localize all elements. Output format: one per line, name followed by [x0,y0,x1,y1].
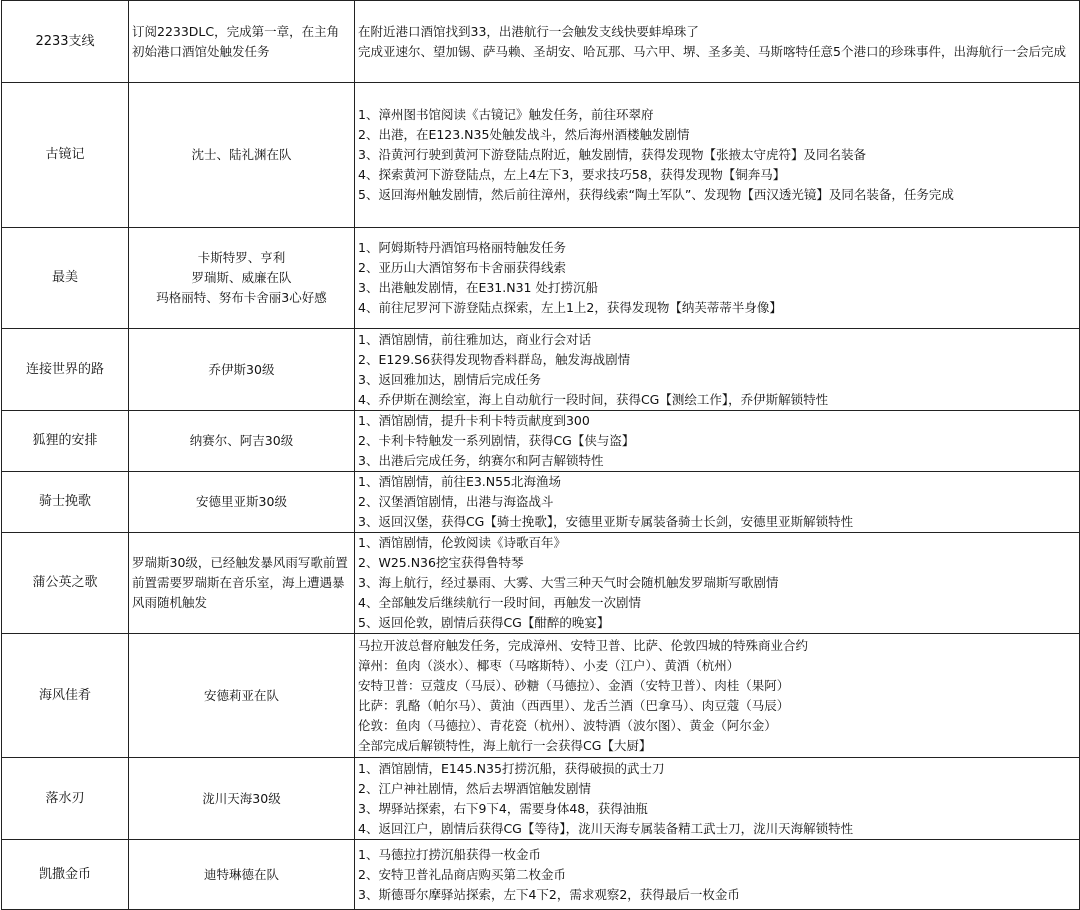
quest-steps-cell [355,634,1080,758]
step-line: 1、漳州图书馆阅读《古镜记》触发任务，前往环翠府 [358,107,654,122]
quest-name-cell: 凯撒金币 [2,840,129,910]
quest-name-cell: 2233支线 [2,1,129,83]
quest-row [2,840,1080,910]
step-line: 2、汉堡酒馆剧情，出港与海盗战斗 [358,494,554,509]
step-line: 马拉开波总督府触发任务，完成漳州、安特卫普、比萨、伦敦四城的特殊商业合约 [358,637,809,653]
quest-name-cell: 古镜记 [2,83,129,228]
trigger-condition-cell [129,840,355,910]
quest-steps-cell [355,533,1080,634]
step-line: 1、酒馆剧情，前往雅加达，商业行会对话 [358,331,591,347]
quest-name-cell: 骑士挽歌 [2,472,129,533]
quest-row [2,329,1080,411]
condition-line: 前置需要罗瑞斯在音乐室，海上遭遇暴风雨随机触发 [132,575,345,610]
trigger-condition-cell [129,83,355,228]
quest-steps-cell [355,472,1080,533]
step-line: 4、全部触发后继续航行一段时间，再触发一次剧情 [358,595,641,610]
step-line: 2、W25.N36挖宝获得鲁特琴 [358,555,524,570]
step-line: 4、返回江户，剧情后获得CG【等待】，泷川天海专属装备精工武士刀，泷川天海解锁特性 [358,820,854,836]
step-line: 3、堺驿站探索，右下9下4，需要身体48，获得油瓶 [358,800,648,816]
step-line: 2、安特卫普礼品商店购买第二枚金币 [358,866,566,882]
step-line: 4、探索黄河下游登陆点，左上4左下3，要求技巧58，获得发现物【铜奔马】 [358,167,786,182]
condition-line: 纳赛尔、阿吉30级 [189,433,294,448]
quest-row [2,1,1080,83]
trigger-condition-cell [129,228,355,329]
step-line: 3、海上航行，经过暴雨、大雾、大雪三种天气时会随机触发罗瑞斯写歌剧情 [358,575,779,590]
quest-steps-cell [355,1,1080,83]
trigger-condition-cell [129,758,355,840]
trigger-condition-cell [129,411,355,472]
condition-line: 订阅2233DLC，完成第一章，在主角初始港口酒馆处触发任务 [132,23,340,59]
condition-line: 泷川天海30级 [202,790,281,806]
quest-name-cell: 连接世界的路 [2,329,129,411]
quest-steps-cell [355,758,1080,840]
condition-line: 沈士、陆礼渊在队 [191,147,292,162]
step-line: 3、返回汉堡，获得CG【骑士挽歌】，安德里亚斯专属装备骑士长剑，安德里亚斯解锁特性 [358,514,854,529]
step-line: 4、乔伊斯在测绘室，海上自动航行一段时间，获得CG【测绘工作】，乔伊斯解锁特性 [358,391,829,407]
trigger-condition-cell [129,1,355,83]
step-line: 3、沿黄河行驶到黄河下游登陆点附近，触发剧情，获得发现物【张掖太守虎符】及同名装备 [358,147,866,162]
quest-table [1,0,1080,910]
step-line: 1、酒馆剧情，伦敦阅读《诗歌百年》 [358,535,566,550]
quest-table-body [2,1,1080,910]
quest-row [2,83,1080,228]
step-line: 3、返回雅加达，剧情后完成任务 [358,371,541,387]
condition-line: 乔伊斯30级 [208,361,275,377]
quest-name-cell: 狐狸的安排 [2,411,129,472]
trigger-condition-cell [129,533,355,634]
condition-line: 安德莉亚在队 [203,687,279,703]
step-line: 比萨：乳酪（帕尔马）、黄油（西西里）、龙舌兰酒（巴拿马）、肉豆蔻（马辰） [358,697,790,713]
quest-row [2,533,1080,634]
step-line: 2、江户神社剧情，然后去堺酒馆触发剧情 [358,780,591,796]
quest-steps-cell [355,840,1080,910]
quest-row [2,634,1080,758]
step-line: 3、出港触发剧情，在E31.N31 处打捞沉船 [358,280,598,295]
step-line: 2、出港，在E123.N35处触发战斗，然后海州酒楼触发剧情 [358,127,690,142]
quest-steps-cell [355,83,1080,228]
condition-line: 罗瑞斯30级，已经触发暴风雨写歌前置 [132,555,348,570]
condition-line: 卡斯特罗、亨利 [197,250,286,265]
step-line: 5、返回海州触发剧情，然后前往漳州，获得线索“陶土军队”、发现物【西汉透光镜】及同名装备，任务完成 [358,187,954,202]
step-line: 全部完成后解锁特性，海上航行一会获得CG【大厨】 [358,737,652,753]
condition-line: 安德里亚斯30级 [196,494,287,509]
step-line: 5、返回伦敦，剧情后获得CG【酣醉的晚宴】 [358,615,610,630]
step-line: 1、酒馆剧情，E145.N35打捞沉船，获得破损的武士刀 [358,760,665,776]
quest-name-cell: 蒲公英之歌 [2,533,129,634]
step-line: 4、前往尼罗河下游登陆点探索，左上1上2，获得发现物【纳芙蒂蒂半身像】 [358,300,782,315]
condition-line: 玛格丽特、努布卡舍丽3心好感 [156,290,327,305]
quest-row [2,472,1080,533]
quest-row [2,228,1080,329]
quest-steps-cell [355,411,1080,472]
step-line: 1、阿姆斯特丹酒馆玛格丽特触发任务 [358,240,566,255]
condition-line: 罗瑞斯、威廉在队 [191,270,292,285]
quest-name-cell: 海风佳肴 [2,634,129,758]
step-line: 伦敦：鱼肉（马德拉）、青花瓷（杭州）、波特酒（波尔图）、黄金（阿尔金） [358,717,777,733]
step-line: 安特卫普：豆蔻皮（马辰）、砂糖（马德拉）、金酒（安特卫普）、肉桂（果阿） [358,677,790,693]
condition-line: 迪特琳德在队 [203,866,279,882]
step-line: 2、亚历山大酒馆努布卡舍丽获得线索 [358,260,566,275]
quest-name-cell: 落水刃 [2,758,129,840]
step-line: 1、酒馆剧情，提升卡利卡特贡献度到300 [358,413,590,428]
step-line: 漳州：鱼肉（淡水）、椰枣（马喀斯特）、小麦（江户）、黄酒（杭州） [358,657,740,673]
quest-row [2,758,1080,840]
step-line: 3、出港后完成任务，纳赛尔和阿吉解锁特性 [358,453,604,468]
step-line: 2、卡利卡特触发一系列剧情，获得CG【侠与盗】 [358,433,635,448]
trigger-condition-cell [129,634,355,758]
trigger-condition-cell [129,329,355,411]
step-line: 2、E129.S6获得发现物香料群岛，触发海战剧情 [358,351,631,367]
quest-row [2,411,1080,472]
step-line: 3、斯德哥尔摩驿站探索，左下4下2，需求观察2，获得最后一枚金币 [358,886,740,902]
quest-name-cell: 最美 [2,228,129,329]
step-line: 完成亚速尔、望加锡、萨马赖、圣胡安、哈瓦那、马六甲、堺、圣多美、马斯喀特任意5个港口的珍珠事件，出海航行一会后完成 [358,43,1066,59]
step-line: 1、酒馆剧情，前往E3.N55北海渔场 [358,474,562,489]
quest-steps-cell [355,228,1080,329]
step-line: 1、马德拉打捞沉船获得一枚金币 [358,846,541,862]
step-line: 在附近港口酒馆找到33，出港航行一会触发支线快要蚌埠珠了 [358,23,699,39]
trigger-condition-cell [129,472,355,533]
quest-steps-cell [355,329,1080,411]
